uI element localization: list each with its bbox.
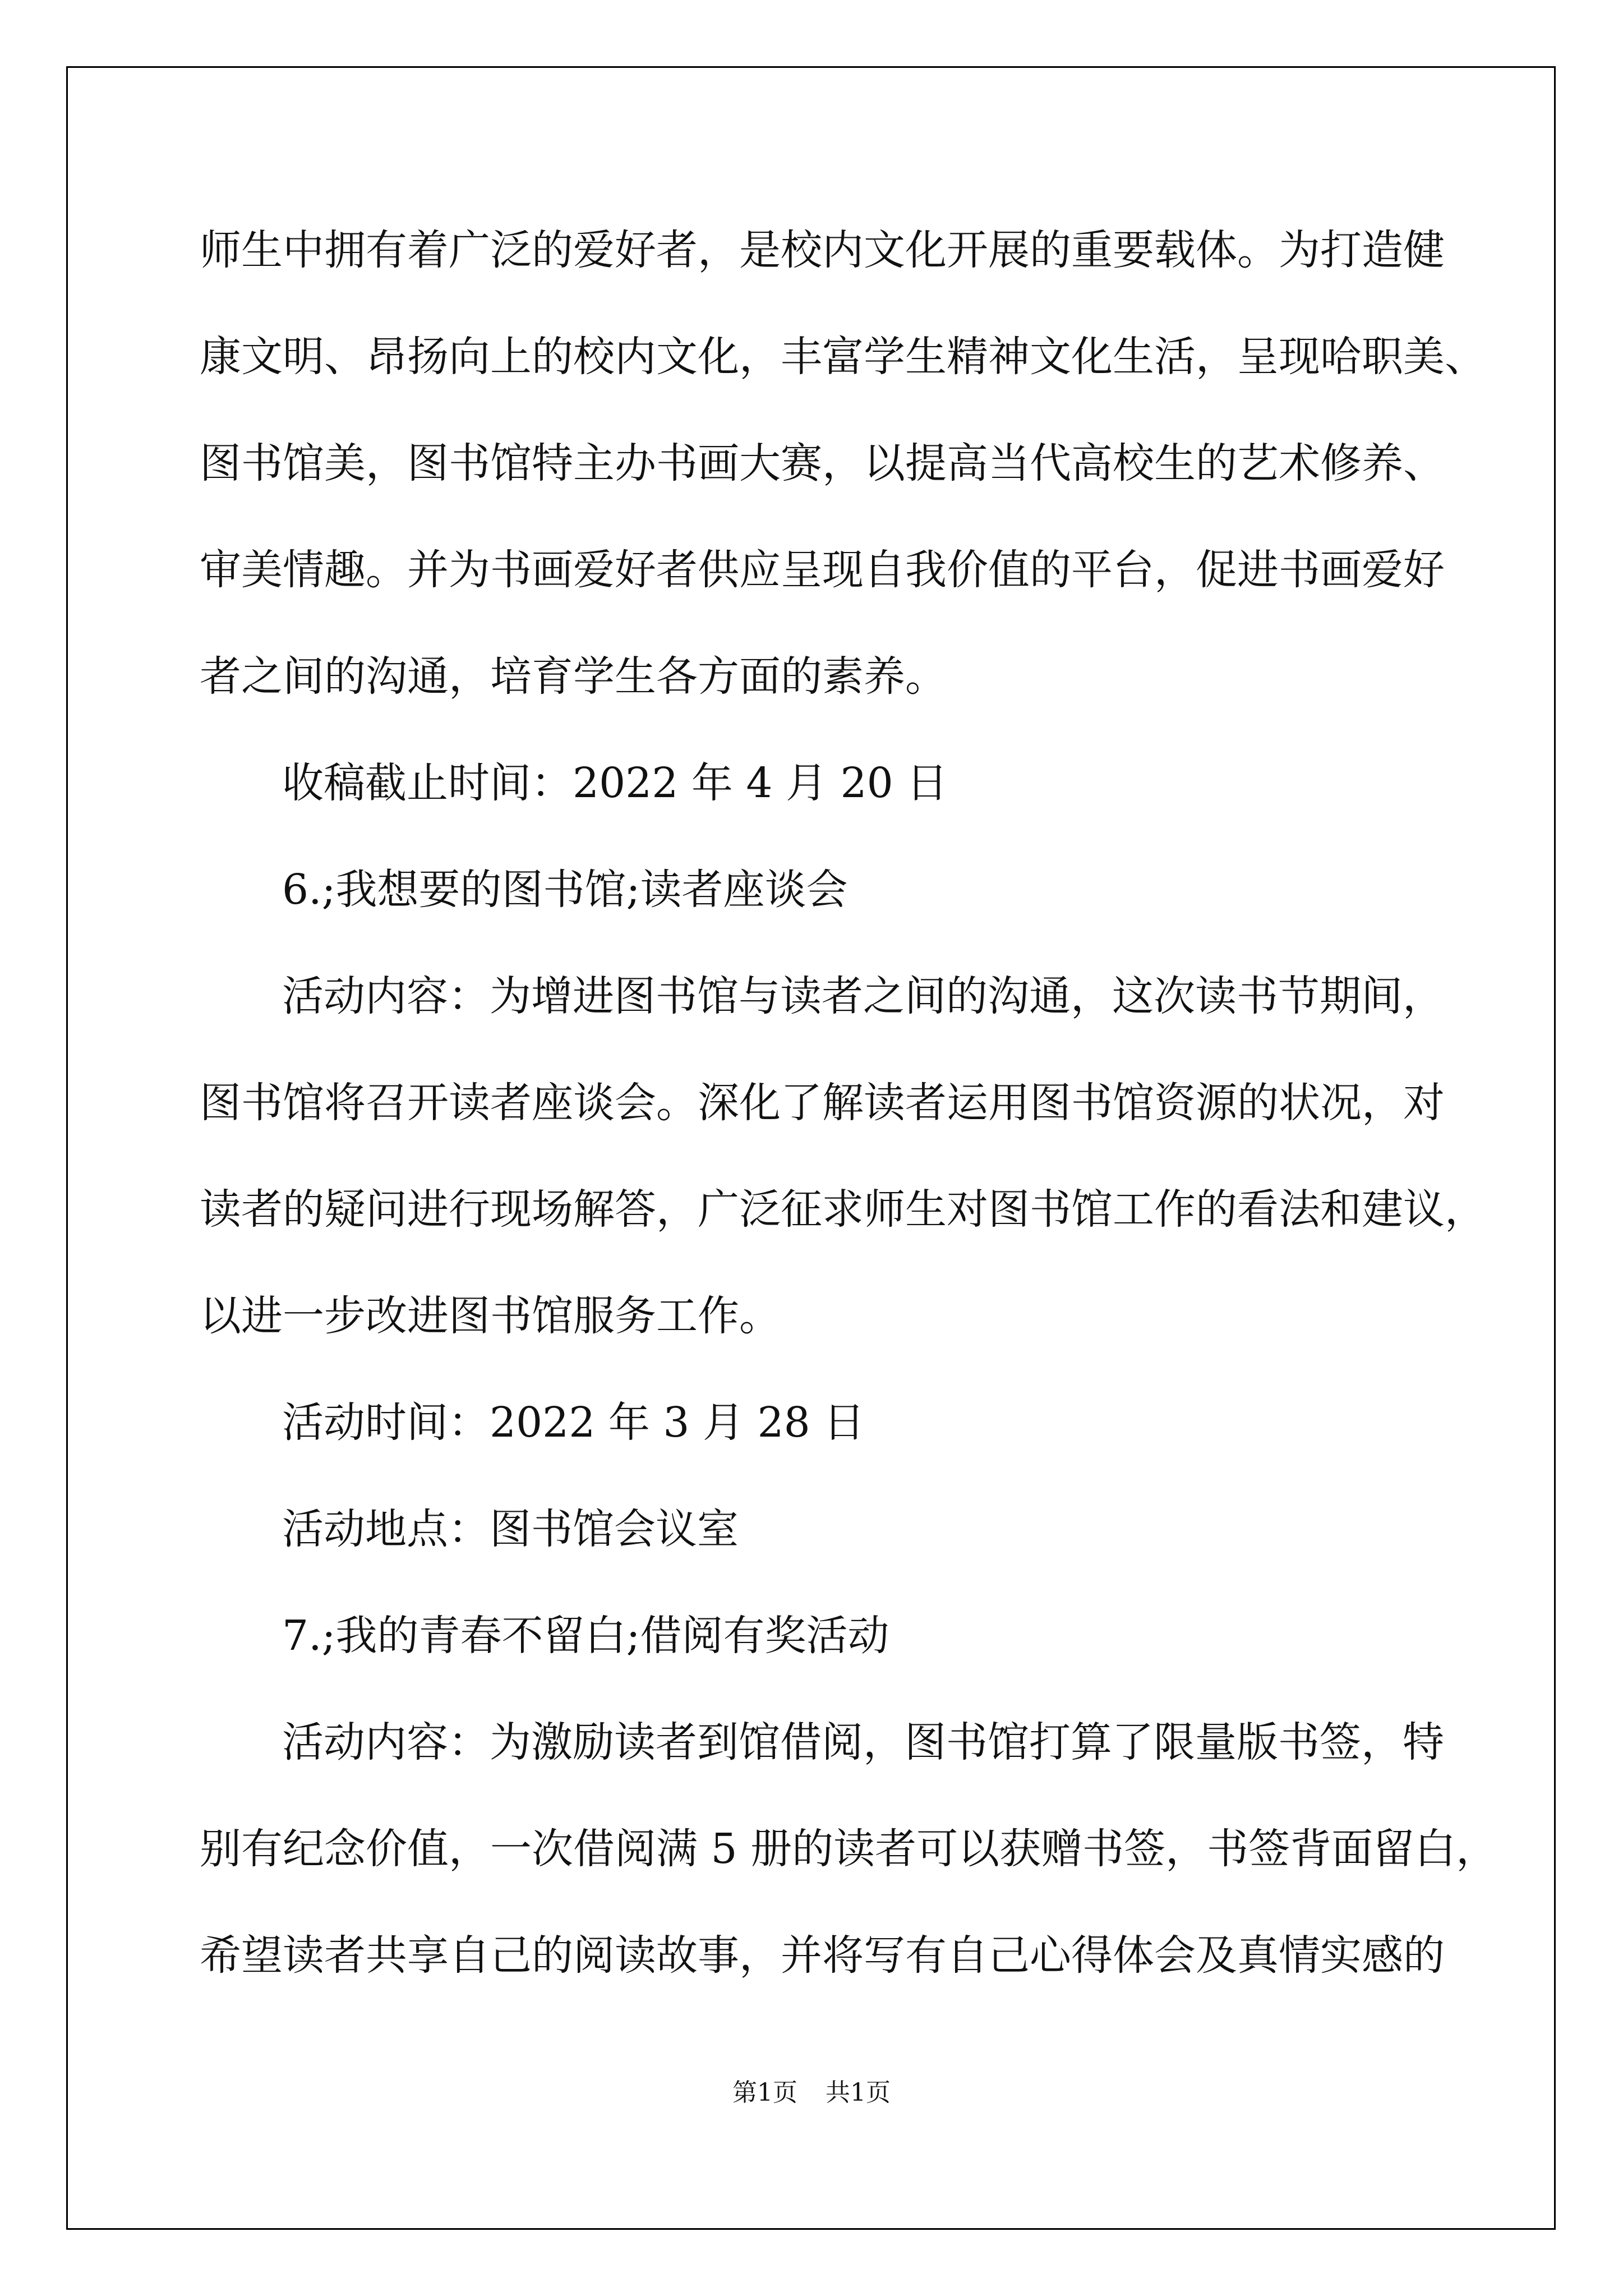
activity-location-line: 活动地点：图书馆会议室 <box>282 1505 739 1553</box>
text-line: 师生中拥有着广泛的爱好者，是校内文化开展的重要载体。为打造健 <box>200 226 1445 274</box>
text-line: 康文明、昂扬向上的校内文化，丰富学生精神文化生活，呈现哈职美、 <box>200 333 1486 381</box>
deadline-line: 收稿截止时间：2022 年 4 月 20 日 <box>282 759 948 807</box>
text-line: 希望读者共享自己的阅读故事，并将写有自己心得体会及真情实感的 <box>200 1931 1445 1980</box>
text-line: 图书馆将召开读者座谈会。深化了解读者运用图书馆资源的状况，对 <box>200 1079 1445 1127</box>
text-line: 者之间的沟通，培育学生各方面的素养。 <box>200 652 947 701</box>
text-line: 图书馆美，图书馆特主办书画大赛，以提高当代高校生的艺术修养、 <box>200 439 1445 487</box>
section-heading: 7.;我的青春不留白;借阅有奖活动 <box>282 1612 889 1660</box>
text-line: 以进一步改进图书馆服务工作。 <box>200 1292 781 1340</box>
text-line: 审美情趣。并为书画爱好者供应呈现自我价值的平台，促进书画爱好 <box>200 546 1445 594</box>
page-frame <box>66 66 1556 2230</box>
page-total: 共1页 <box>826 2078 891 2107</box>
text-line: 活动内容：为激励读者到馆借阅，图书馆打算了限量版书签，特 <box>282 1718 1444 1766</box>
activity-time-line: 活动时间：2022 年 3 月 28 日 <box>282 1398 865 1447</box>
section-heading: 6.;我想要的图书馆;读者座谈会 <box>282 866 848 914</box>
page-footer <box>0 2076 1623 2110</box>
text-line: 活动内容：为增进图书馆与读者之间的沟通，这次读书节期间， <box>282 972 1444 1020</box>
text-line: 读者的疑问进行现场解答，广泛征求师生对图书馆工作的看法和建议， <box>200 1185 1486 1234</box>
page-number: 第1页 <box>732 2078 797 2107</box>
text-line: 别有纪念价值，一次借阅满 5 册的读者可以获赠书签，书签背面留白， <box>200 1825 1498 1873</box>
